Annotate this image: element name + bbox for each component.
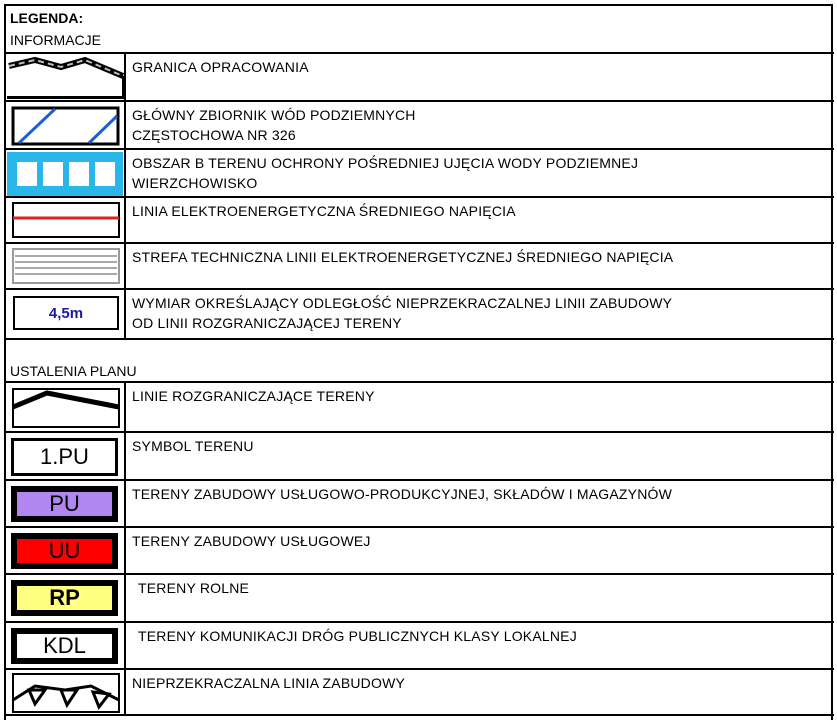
uu-code: UU	[48, 538, 81, 563]
groundwater-reservoir-icon	[5, 102, 126, 150]
legend-row-power-line	[5, 196, 834, 242]
area-symbol-box	[11, 438, 118, 476]
legend-label: TERENY KOMUNIKACJI DRÓG PUBLICZNYCH KLASY LOKALNEJ	[138, 628, 577, 644]
legend-row-water-protection-zone	[5, 148, 834, 196]
legend-label: NIEPRZEKRACZALNA LINIA ZABUDOWY	[132, 675, 406, 691]
legend-row-rp	[5, 573, 834, 621]
legend-label: TERENY ZABUDOWY USŁUGOWEJ	[132, 533, 371, 549]
rp-swatch	[11, 580, 118, 616]
water-protection-zone-icon	[5, 150, 126, 198]
legend-label: TERENY ROLNE	[138, 580, 250, 596]
legend-row-dimension	[5, 288, 834, 338]
legend-label: TERENY ZABUDOWY USŁUGOWO-PRODUKCYJNEJ, SKŁADÓW I MAGAZYNÓW	[132, 486, 673, 502]
legend-row-demarcation-line	[5, 381, 834, 431]
section-plan-heading: USTALENIA PLANU	[10, 363, 137, 379]
dimension-icon	[13, 296, 119, 330]
legend-row-kdl	[5, 621, 834, 668]
legend-row-area-symbol	[5, 431, 834, 479]
building-line-icon	[5, 670, 126, 716]
legend-label: OBSZAR B TERENU OCHRONY POŚREDNIEJ UJĘCIA WODY PODZIEMNEJ WIERZCHOWISKO	[132, 155, 639, 191]
technical-zone-icon	[5, 244, 126, 290]
dimension-value: 4,5m	[48, 304, 84, 322]
legend-label: GŁÓWNY ZBIORNIK WÓD PODZIEMNYCH CZĘSTOCHOWA NR 326	[132, 107, 416, 143]
legend-row-study-boundary	[5, 52, 834, 100]
pu-swatch	[11, 486, 118, 522]
legend-label: WYMIAR OKREŚLAJĄCY ODLEGŁOŚĆ NIEPRZEKRACZALNEJ LINII ZABUDOWY OD LINII ROZGRANICZAJĄCEJ TERENY	[132, 295, 673, 331]
legend-label: GRANICA OPRACOWANIA	[132, 59, 309, 75]
kdl-code: KDL	[43, 633, 86, 658]
legend-label: STREFA TECHNICZNA LINII ELEKTROENERGETYCZNEJ ŚREDNIEGO NAPIĘCIA	[132, 249, 674, 265]
demarcation-line-icon	[5, 383, 126, 433]
legend-label: LINIA ELEKTROENERGETYCZNA ŚREDNIEGO NAPIĘCIA	[132, 203, 516, 219]
legend-row-technical-zone	[5, 242, 834, 288]
legend-row-pu	[5, 479, 834, 526]
legend-title: LEGENDA:	[10, 10, 84, 26]
legend-label: SYMBOL TERENU	[132, 438, 254, 454]
study-boundary-icon	[5, 54, 126, 102]
legend-label: LINIE ROZGRANICZAJĄCE TERENY	[132, 388, 375, 404]
legend-row-building-line	[5, 668, 834, 716]
section-info-heading: INFORMACJE	[10, 32, 101, 48]
legend-row-groundwater-reservoir	[5, 100, 834, 148]
pu-code: PU	[49, 491, 80, 516]
legend-row-uu	[5, 526, 834, 573]
rp-code: RP	[49, 585, 80, 610]
kdl-swatch	[11, 628, 118, 664]
area-symbol-text: 1.PU	[40, 444, 89, 469]
power-line-icon	[5, 198, 126, 244]
uu-swatch	[11, 533, 118, 569]
